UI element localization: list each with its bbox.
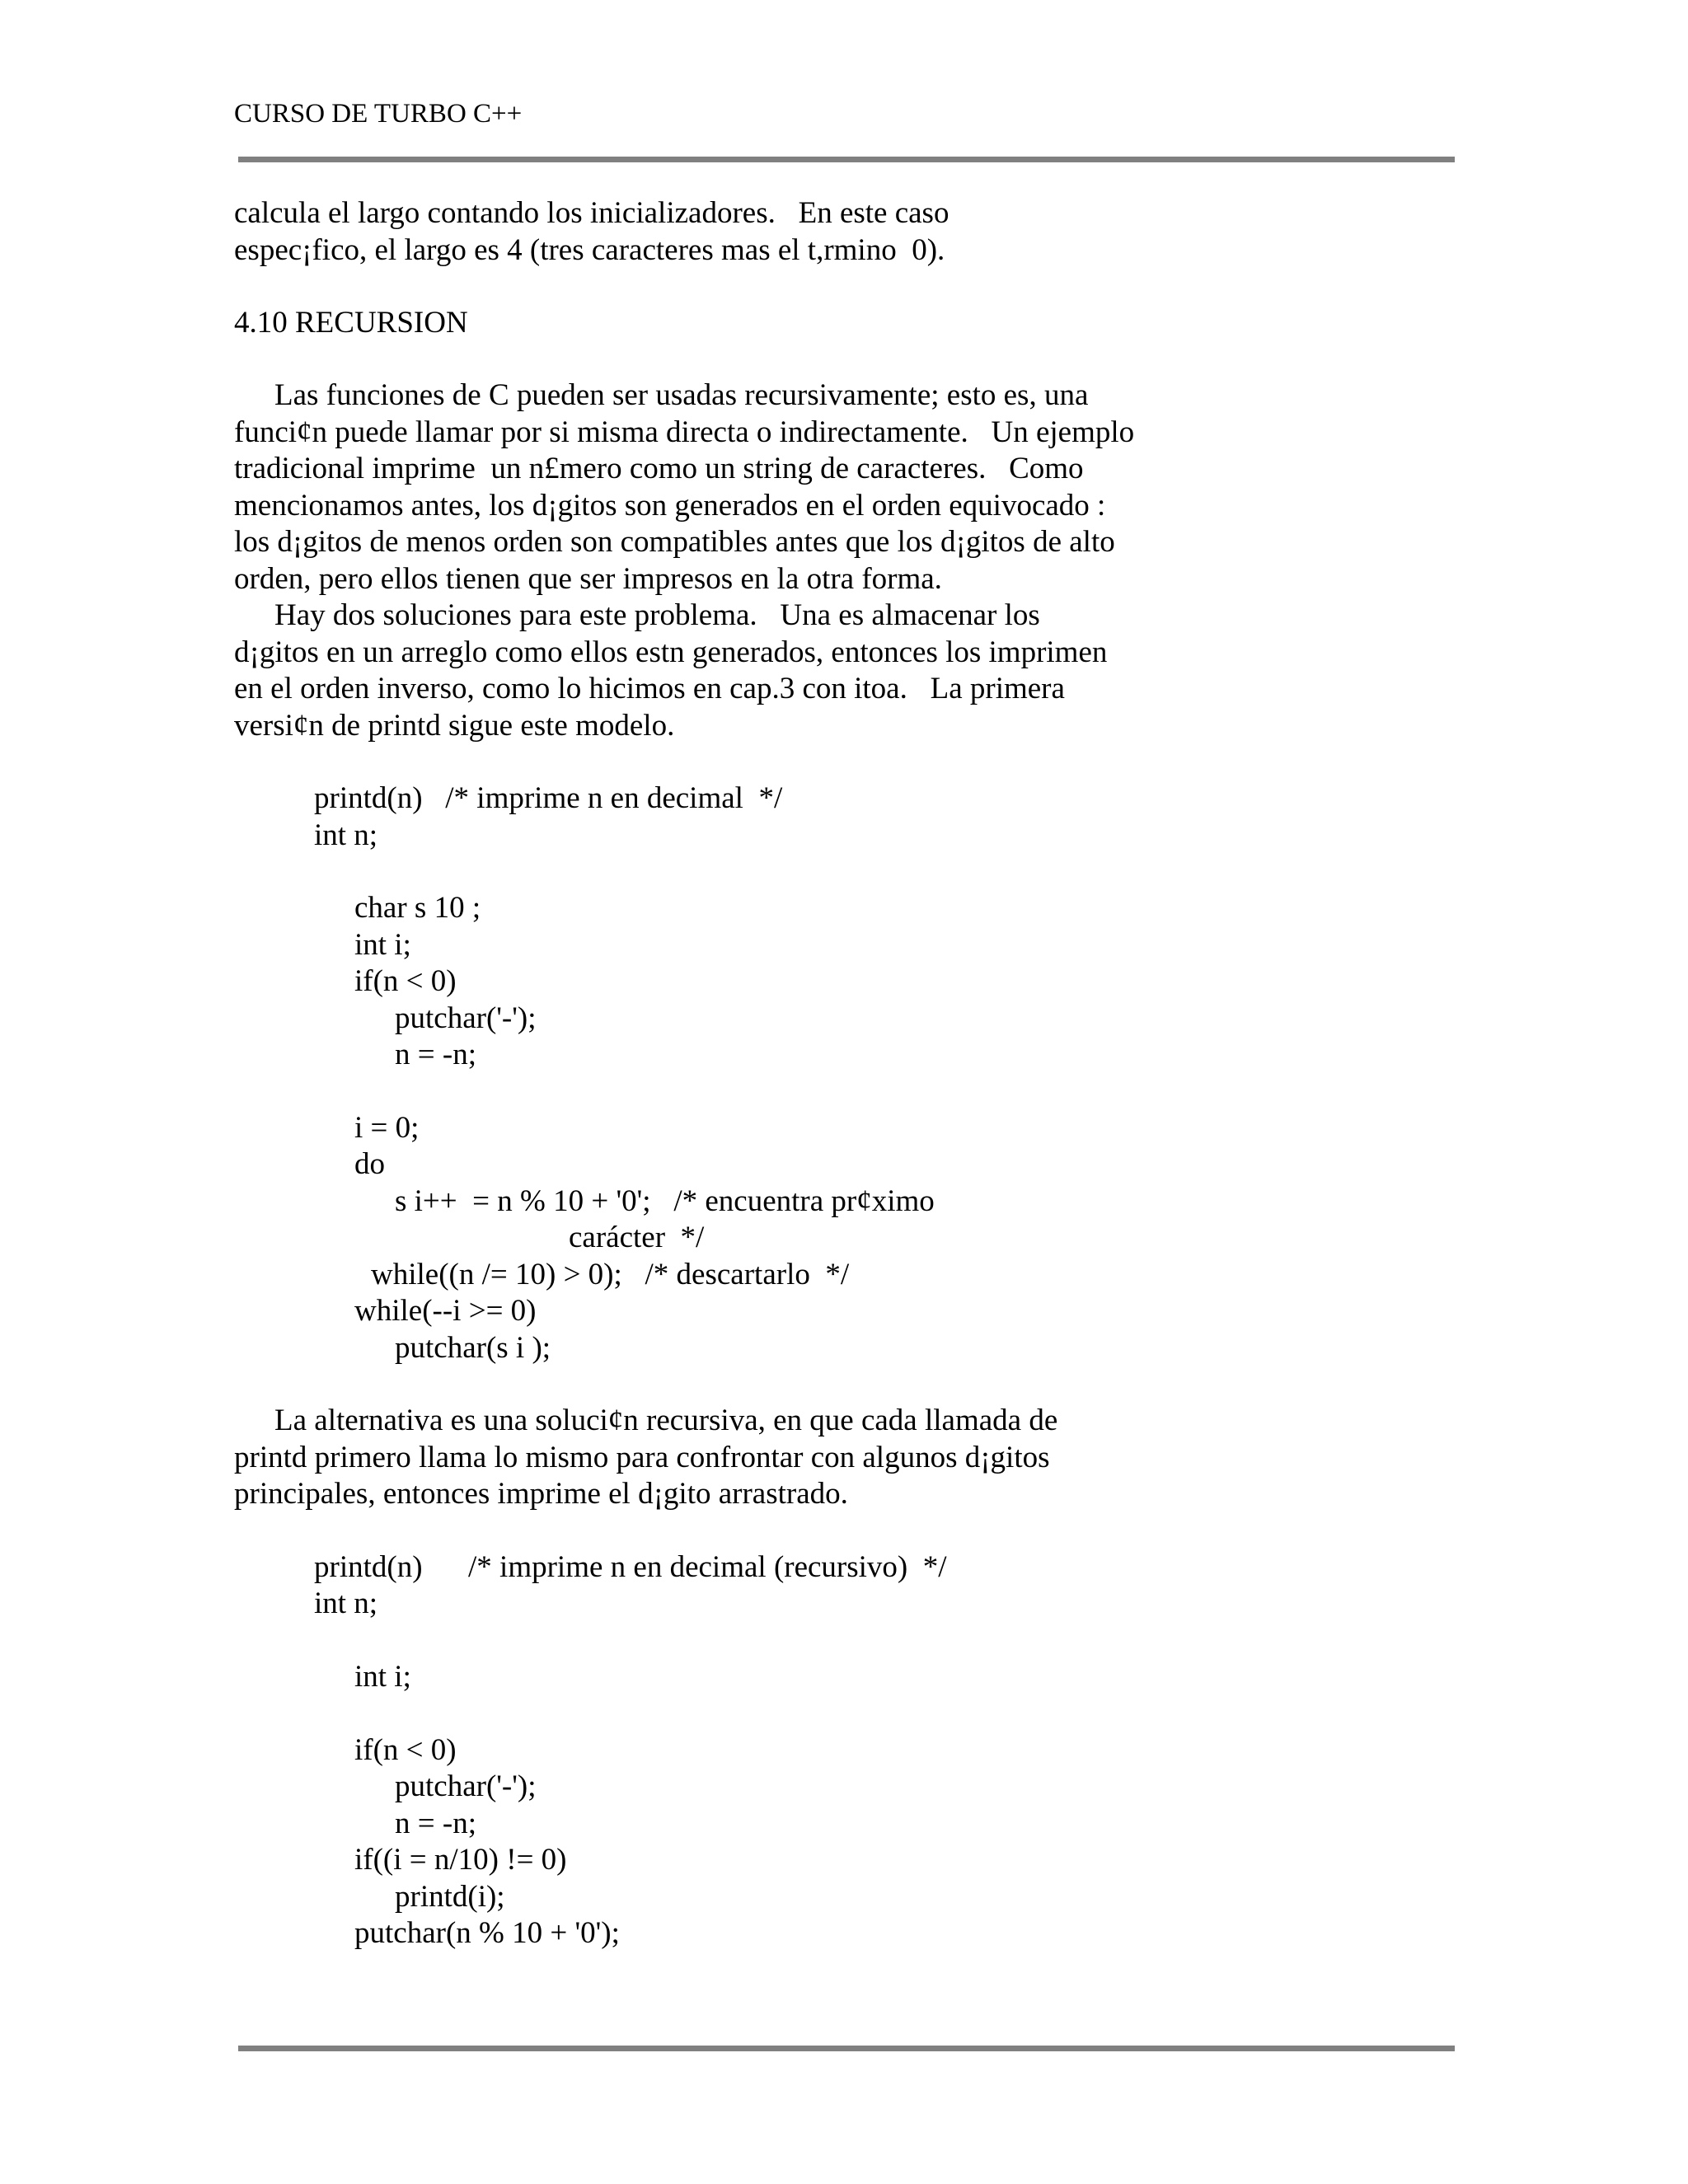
code-line: putchar(s i );: [395, 1331, 551, 1365]
text-line: tradicional imprime un n£mero como un string de caracteres. Como: [234, 452, 1084, 485]
text-line: espec¡fico, el largo es 4 (tres caracteres mas el t,rmino 0).: [234, 233, 945, 267]
text-line: orden, pero ellos tienen que ser impresos en la otra forma.: [234, 562, 942, 596]
code-line: if(n < 0): [354, 964, 457, 998]
code-line: int i;: [354, 1660, 411, 1694]
code-line: while(--i >= 0): [354, 1294, 537, 1328]
code-line: char s 10 ;: [354, 891, 481, 925]
code-line: n = -n;: [395, 1038, 476, 1071]
section-heading: 4.10 RECURSION: [234, 306, 468, 340]
code-line: int n;: [314, 1586, 378, 1620]
text-line: printd primero llama lo mismo para confrontar con algunos d¡gitos: [234, 1441, 1050, 1474]
text-line: los d¡gitos de menos orden son compatibles antes que los d¡gitos de alto: [234, 525, 1115, 559]
text-line: funci¢n puede llamar por si misma directa o indirectamente. Un ejemplo: [234, 415, 1135, 449]
code-line: printd(n) /* imprime n en decimal */: [314, 781, 783, 815]
text-line: Hay dos soluciones para este problema. Una es almacenar los: [274, 598, 1040, 632]
page-header-title: CURSO DE TURBO C++: [234, 99, 523, 129]
code-line: if((i = n/10) != 0): [354, 1843, 567, 1877]
text-line: La alternativa es una soluci¢n recursiva, en que cada llamada de: [274, 1404, 1058, 1437]
text-line: principales, entonces imprime el d¡gito arrastrado.: [234, 1477, 848, 1511]
text-line: d¡gitos en un arreglo como ellos estn generados, entonces los imprimen: [234, 635, 1108, 669]
text-line: calcula el largo contando los inicializadores. En este caso: [234, 196, 950, 230]
code-line: putchar(n % 10 + '0');: [354, 1916, 620, 1950]
code-line: printd(i);: [395, 1880, 505, 1914]
text-line: versi¢n de printd sigue este modelo.: [234, 709, 675, 743]
header-rule: [238, 157, 1455, 162]
code-line: do: [354, 1147, 385, 1181]
code-line: i = 0;: [354, 1111, 420, 1145]
code-line: printd(n) /* imprime n en decimal (recursivo) */: [314, 1550, 947, 1584]
text-line: mencionamos antes, los d¡gitos son generados en el orden equivocado :: [234, 489, 1106, 523]
text-line: Las funciones de C pueden ser usadas recursivamente; esto es, una: [274, 378, 1089, 412]
code-line: putchar('-');: [395, 1001, 537, 1035]
code-line: if(n < 0): [354, 1733, 457, 1767]
code-line: carácter */: [569, 1221, 705, 1254]
code-line: while((n /= 10) > 0); /* descartarlo */: [371, 1258, 850, 1291]
code-line: s i++ = n % 10 + '0'; /* encuentra pr¢ximo: [395, 1184, 935, 1218]
code-line: n = -n;: [395, 1807, 476, 1840]
text-line: en el orden inverso, como lo hicimos en cap.3 con itoa. La primera: [234, 672, 1065, 705]
code-line: int n;: [314, 818, 378, 852]
code-line: int i;: [354, 928, 411, 962]
footer-rule: [238, 2046, 1455, 2051]
code-line: putchar('-');: [395, 1769, 537, 1803]
